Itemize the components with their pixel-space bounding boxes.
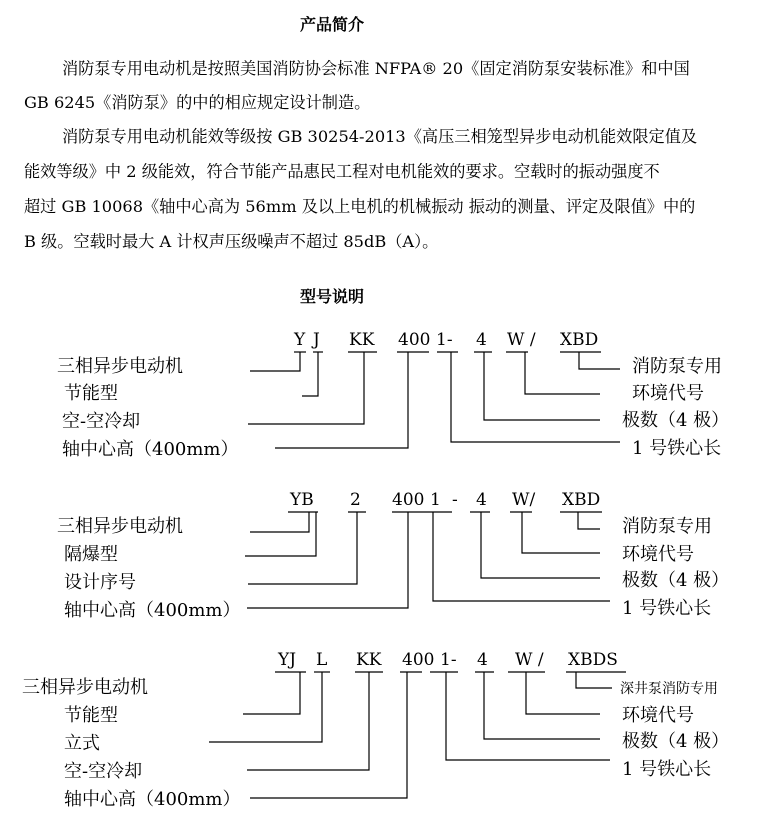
code-w: W / — [515, 650, 544, 670]
code-j: J — [313, 330, 320, 350]
label-motor: 三相异步电动机 — [22, 677, 148, 698]
code-1: 1 — [430, 490, 441, 510]
code-400: 400 — [402, 650, 435, 670]
label-air-cooling: 空-空冷却 — [62, 411, 141, 432]
label-shaft-height: 轴中心高（400mm） — [64, 789, 241, 810]
code-400: 400 — [398, 330, 431, 350]
code-1: 1- — [436, 330, 453, 350]
intro-p1-line2: GB 6245《消防泵》的中的相应规定设计制造。 — [24, 93, 371, 112]
label-env-code: 环境代号 — [622, 705, 694, 726]
model-heading: 型号说明 — [300, 287, 365, 306]
label-air-cooling: 空-空冷却 — [64, 761, 143, 782]
code-2: 2 — [350, 490, 361, 510]
code-1: 1- — [440, 650, 457, 670]
code-4: 4 — [476, 330, 487, 350]
label-env-code: 环境代号 — [622, 544, 694, 565]
label-explosion-proof: 隔爆型 — [64, 544, 118, 565]
label-poles: 极数（4 极） — [622, 410, 730, 431]
code-xbds: XBDS — [568, 650, 618, 670]
code-xbd: XBD — [562, 490, 601, 510]
code-yb: YB — [290, 490, 314, 510]
code-4: 4 — [477, 650, 488, 670]
label-vertical: 立式 — [64, 733, 100, 754]
label-poles: 极数（4 极） — [622, 731, 730, 752]
label-poles: 极数（4 极） — [622, 570, 730, 591]
label-deep-well-fire-pump: 深井泵消防专用 — [620, 681, 718, 697]
code-4: 4 — [476, 490, 487, 510]
code-y: Y — [294, 330, 306, 350]
code-dash: - — [452, 490, 458, 510]
intro-p1-line1: 消防泵专用电动机是按照美国消防协会标准 NFPA® 20《固定消防泵安装标准》和中国 — [62, 59, 690, 78]
label-fire-pump: 消防泵专用 — [622, 516, 712, 537]
intro-p2-line3: 超过 GB 10068《轴中心高为 56mm 及以上电机的机械振动 振动的测量、评定及限值》中的 — [24, 197, 696, 216]
code-w: W / — [507, 330, 536, 350]
label-energy-saving: 节能型 — [64, 705, 118, 726]
label-core-length: 1 号铁心长 — [632, 438, 722, 459]
code-kk: KK — [349, 330, 375, 350]
code-kk: KK — [356, 650, 382, 670]
label-core-length: 1 号铁心长 — [622, 759, 712, 780]
code-yj: YJ — [278, 650, 297, 670]
code-w: W/ — [512, 490, 536, 510]
intro-p2-line1: 消防泵专用电动机能效等级按 GB 30254-2013《高压三相笼型异步电动机能效限定值及 — [62, 127, 698, 146]
intro-p2-line4: B 级。空载时最大 A 计权声压级噪声不超过 85dB（A）。 — [24, 232, 439, 251]
intro-heading: 产品简介 — [300, 15, 365, 34]
code-xbd: XBD — [560, 330, 599, 350]
label-motor: 三相异步电动机 — [57, 356, 183, 377]
label-core-length: 1 号铁心长 — [622, 598, 712, 619]
label-env-code: 环境代号 — [632, 383, 704, 404]
intro-p2-line2: 能效等级》中 2 级能效，符合节能产品惠民工程对电机能效的要求。空载时的振动强度不 — [24, 162, 660, 181]
label-fire-pump: 消防泵专用 — [632, 356, 722, 377]
label-motor: 三相异步电动机 — [57, 516, 183, 537]
label-energy-saving: 节能型 — [64, 383, 118, 404]
code-l: L — [316, 650, 328, 670]
label-design-serial: 设计序号 — [64, 572, 136, 593]
label-shaft-height: 轴中心高（400mm） — [62, 439, 239, 460]
code-400: 400 — [392, 490, 425, 510]
label-shaft-height: 轴中心高（400mm） — [64, 600, 241, 621]
